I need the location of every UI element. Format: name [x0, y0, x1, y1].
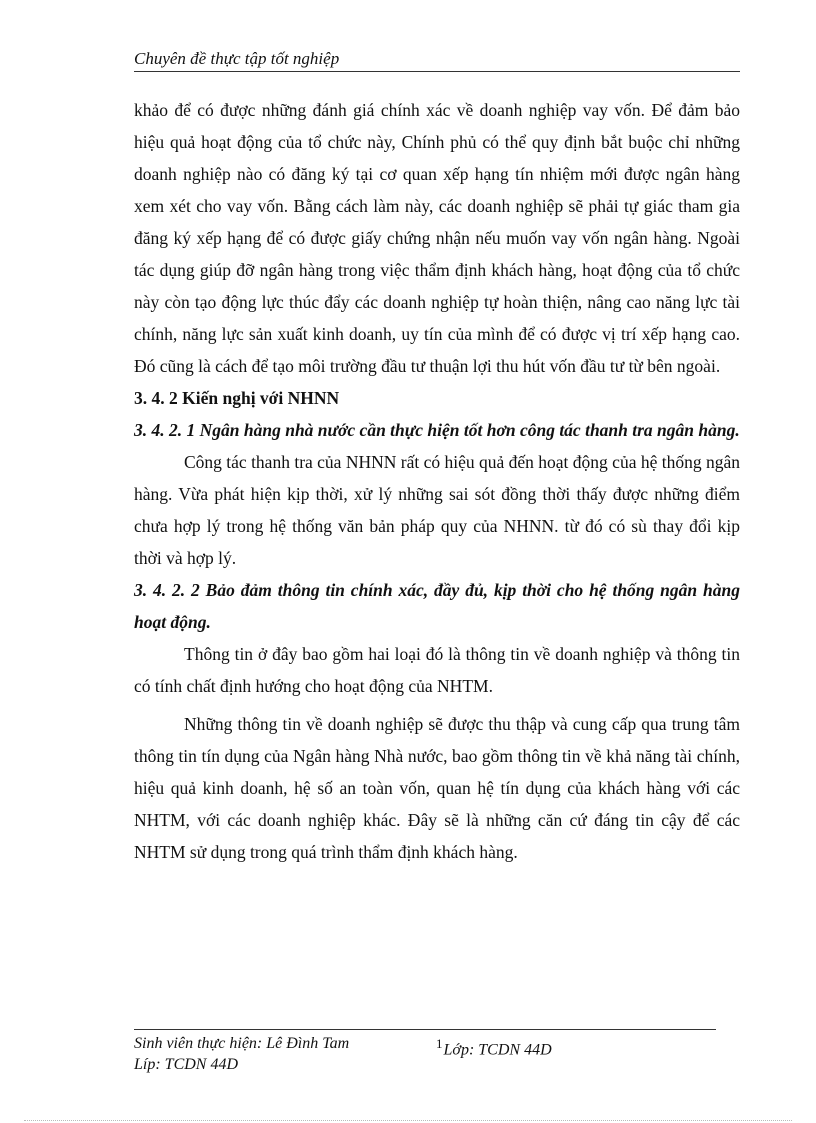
document-body	[134, 94, 740, 868]
page-number: 1	[436, 1036, 443, 1051]
footer-class-right	[436, 1033, 552, 1060]
page-header	[134, 48, 740, 72]
subsection-heading-3-4-2-1: 3. 4. 2. 1 Ngân hàng nhà nước cần thực hiện tốt hơn công tác thanh tra ngân hàng.	[134, 420, 740, 440]
subsection-heading-3-4-2-2: 3. 4. 2. 2 Bảo đảm thông tin chính xác, đầy đủ, kịp thời cho hệ thống ngân hàng hoạt động.	[134, 580, 740, 632]
page-footer	[134, 1033, 716, 1075]
footer-author: Sinh viên thực hiện: Lê Đình Tam	[134, 1035, 350, 1052]
paragraph-information-types: Thông tin ở đây bao gồm hai loại đó là thông tin về doanh nghiệp và thông tin có tính chất định hướng cho hoạt động của NHTM.	[134, 644, 740, 696]
page-bottom-border	[24, 1120, 792, 1121]
paragraph-continuation: khảo để có được những đánh giá chính xác về doanh nghiệp vay vốn. Để đảm bảo hiệu quả hoạt động của tổ chức này, Chính phủ có thể quy định bắt buộc chỉ những doanh nghiệp nào có đăng ký tại cơ quan xếp hạng tín nhiệm mới được ngân hàng xem xét cho vay vốn. Bằng cách làm này, các doanh nghiệp sẽ phải tự giác tham gia đăng ký xếp hạng để có được giấy chứng nhận nếu muốn vay vốn ngân hàng. Ngoài tác dụng giúp đỡ ngân hàng trong việc thẩm định khách hàng, hoạt động của tổ chức này còn tạo động lực thúc đẩy các doanh nghiệp tự hoàn thiện, nâng cao năng lực tài chính, năng lực sản xuất kinh doanh, uy tín của mình để có được vị trí xếp hạng cao. Đó cũng là cách để tạo môi trường đầu tư thuận lợi thu hút vốn đầu tư từ bên ngoài.	[134, 100, 740, 376]
footer-divider	[134, 1029, 716, 1030]
footer-class-label: Lớp: TCDN 44D	[443, 1041, 552, 1059]
header-title: Chuyên đề thực tập tốt nghiệp	[134, 49, 340, 68]
section-heading-3-4-2: 3. 4. 2 Kiến nghị với NHNN	[134, 388, 340, 408]
footer-class-left: Líp: TCDN 44D	[134, 1056, 239, 1073]
paragraph-inspection: Công tác thanh tra của NHNN rất có hiệu quả đến hoạt động của hệ thống ngân hàng. Vừa phát hiện kịp thời, xử lý những sai sót đồng thời thấy được những điểm chưa hợp lý trong hệ thống văn bản pháp quy của NHNN. từ đó có sù thay đổi kịp thời và hợp lý.	[134, 452, 740, 568]
paragraph-enterprise-information: Những thông tin về doanh nghiệp sẽ được thu thập và cung cấp qua trung tâm thông tin tín dụng của Ngân hàng Nhà nước, bao gồm thông tin về khả năng tài chính, hiệu quả kinh doanh, hệ số an toàn vốn, quan hệ tín dụng của khách hàng với các NHTM, với các doanh nghiệp khác. Đây sẽ là những căn cứ đáng tin cậy để các NHTM sử dụng trong quá trình thẩm định khách hàng.	[134, 714, 740, 862]
